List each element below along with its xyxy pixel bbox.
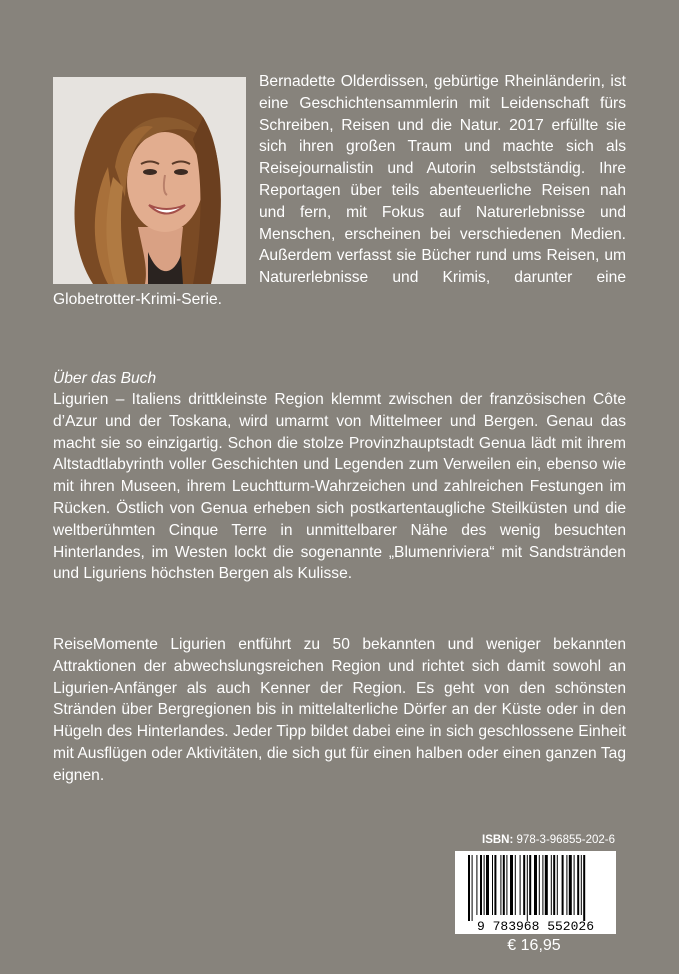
barcode-icon xyxy=(455,851,616,934)
barcode-bar xyxy=(557,855,558,915)
barcode-bar xyxy=(510,855,513,915)
barcode-bar xyxy=(539,855,540,915)
barcode-bar xyxy=(542,855,543,915)
barcode-bar xyxy=(574,855,575,915)
barcode-bar xyxy=(577,855,579,915)
barcode-bar xyxy=(527,855,528,921)
barcode-bar xyxy=(468,855,470,921)
barcode-bar xyxy=(529,855,531,915)
barcode-bar xyxy=(472,855,473,921)
about-book-heading: Über das Buch xyxy=(53,370,157,387)
barcode-bar xyxy=(523,855,525,915)
price: € 16,95 xyxy=(507,937,561,954)
barcode-bar xyxy=(480,855,482,915)
barcode-bar xyxy=(569,855,572,915)
barcode-bar xyxy=(520,855,521,915)
barcode-bar xyxy=(492,855,493,915)
barcode-bar xyxy=(494,855,496,915)
barcode-bar xyxy=(562,855,564,915)
barcode-bar xyxy=(545,855,548,915)
barcode-bar xyxy=(503,855,505,915)
about-book-text: Ligurien – Italiens drittkleinste Region klemmt zwischen der französischen Côte d’Azur und der Toskana, wird umarmt von Mittelmeer und Bergen. Genau das macht sie so einzigartig. Schon die stolze Provinzhauptstadt Genua lädt mit ihrem Altstadtlabyrinth voller Geschichten und Legenden zum Verweilen ein, ebenso wie mit ihren Museen, ihrem Leuchtturm-Wahrzeichen und zahlreichen Festungen im Rücken. Östlich von Genua erheben sich postkartentaugliche Steilküsten und die weltberühmten Cinque Terre in unmittelbarer Nähe des wenig besuchten Hinterlandes, im Westen lockt die sogenannte „Blumenriviera“ mit Sandstränden und Liguriens höchsten Bergen als Kulisse. xyxy=(53,391,626,583)
photo-spacer xyxy=(53,71,259,287)
barcode-bar xyxy=(476,855,477,915)
isbn-label: ISBN: xyxy=(482,834,514,846)
isbn-number: 978-3-96855-202-6 xyxy=(516,834,615,846)
isbn-line xyxy=(453,834,615,846)
barcode-bar xyxy=(583,855,585,921)
barcode-bar xyxy=(506,855,507,915)
barcode-bar xyxy=(484,855,485,915)
barcode-digits: 9 783968 552026 xyxy=(476,919,595,934)
barcode-bar xyxy=(553,855,555,915)
author-bio: Bernadette Olderdissen, gebürtige Rheinländerin, ist eine Geschichtensammlerin mit Leidenschaft fürs Schreiben, Reisen und die Natur. 2017 erfüllte sie sich ihren großen Traum und machte sich als Reisejournalistin und Autorin selbstständig. Ihre Reportagen über teils abenteuerliche Reisen nah und fern, mit Fokus auf Naturerlebnisse und Menschen, erscheinen bei verschiedenen Medien. Außerdem verfasst sie Bücher rund ums Reisen, um Naturerlebnisse und Krimis, darunter eine Globetrotter-Krimi-Serie. xyxy=(53,73,626,308)
author-bio-block xyxy=(53,71,626,311)
barcode-bar xyxy=(500,855,501,915)
barcode-bar xyxy=(486,855,489,915)
barcode-bar xyxy=(534,855,537,915)
barcode-bar xyxy=(515,855,516,915)
promo-text: ReiseMomente Ligurien entführt zu 50 bekannten und weniger bekannten Attraktionen der abwechslungsreichen Region und richtet sich damit sowohl an Ligurien-Anfänger als auch Kenner der Region. Es geht von den schönsten Stränden über Bergregionen bis in mittelalterliche Dörfer an der Küste oder in den Hügeln des Hinterlandes. Jeder Tipp bildet dabei eine in sich geschlossene Einheit mit Ausflügen oder Aktivitäten, die sich gut für einen halben oder einen ganzen Tag eignen. xyxy=(53,636,626,784)
barcode-bar xyxy=(581,855,582,915)
barcode-bar xyxy=(551,855,552,915)
barcode xyxy=(455,851,616,934)
barcode-bar xyxy=(566,855,567,915)
